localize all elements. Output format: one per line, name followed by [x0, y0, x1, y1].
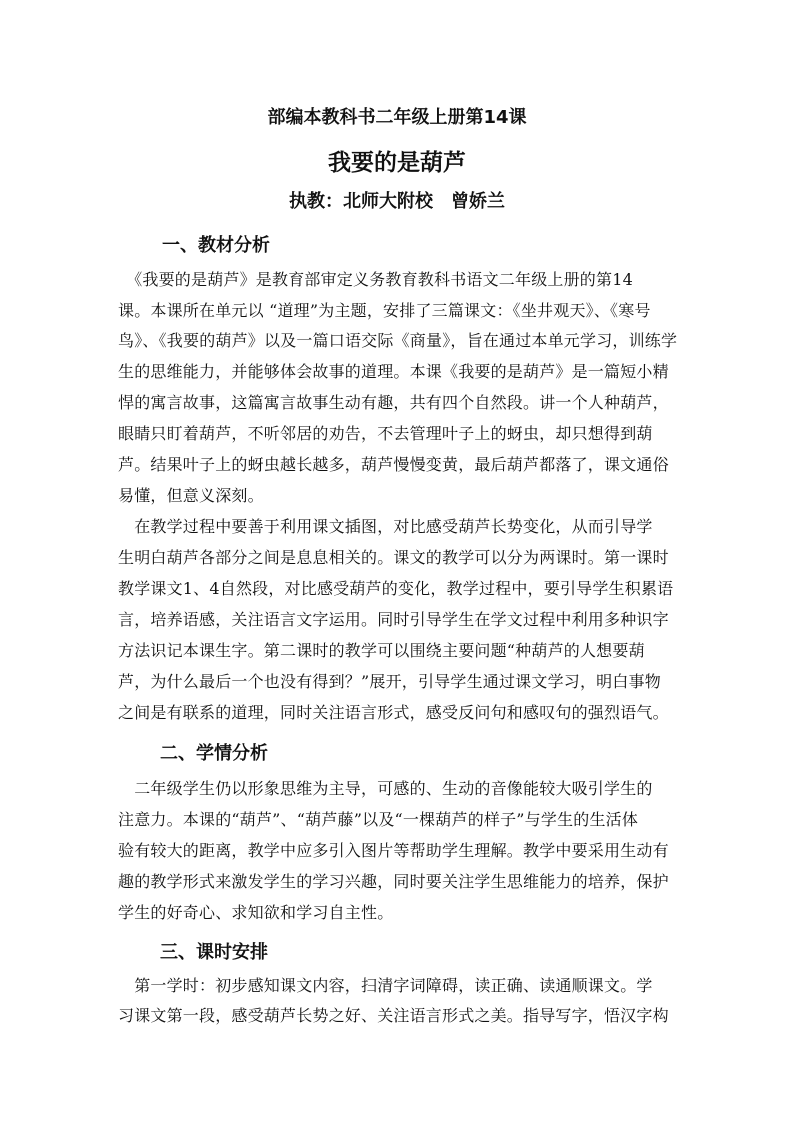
document-subtitle: 部编本教科书二年级上册第14课	[267, 107, 527, 128]
paragraph-line: 《我要的是葫芦》是教育部审定义务教育教科书语文二年级上册的第14	[118, 270, 633, 289]
paragraph-line: 第一学时：初步感知课文内容，扫清字词障碍，读正确、读通顺课文。学	[118, 976, 653, 995]
paragraph-line: 芦，为什么最后一个也没有得到？”展开，引导学生通过课文学习，明白事物	[118, 672, 661, 691]
paragraph-line: 生的思维能力，并能够体会故事的道理。本课《我要的是葫芦》是一篇短小精	[118, 362, 669, 381]
paragraph-line: 教学课文1、4自然段，对比感受葫芦的变化，教学过程中，要引导学生积累语	[118, 579, 674, 598]
paragraph-line: 眼睛只盯着葫芦，不听邻居的劝告，不去管理叶子上的蚜虫，却只想得到葫	[118, 424, 653, 443]
document-author: 执教：北师大附校 曾娇兰	[289, 191, 505, 212]
paragraph-line: 学生的好奇心、求知欲和学习自主性。	[118, 903, 394, 922]
paragraph-line: 方法识记本课生字。第二课时的教学可以围绕主要问题“种葫芦的人想要葫	[118, 641, 645, 660]
paragraph-line: 课。本课所在单元以 “道理”为主题，安排了三篇课文：《坐井观天》、《寒号	[118, 301, 651, 320]
paragraph-line: 易懂，但意义深刻。	[118, 486, 264, 505]
paragraph-line: 验有较大的距离，教学中应多引入图片等帮助学生理解。教学中要采用生动有	[118, 841, 669, 860]
paragraph-line: 之间是有联系的道理，同时关注语言形式，感受反问句和感叹句的强烈语气。	[118, 703, 669, 722]
document-title: 我要的是葫芦	[328, 150, 466, 176]
section-heading-lesson-schedule: 三、课时安排	[160, 942, 268, 963]
paragraph-line: 二年级学生仍以形象思维为主导，可感的、生动的音像能较大吸引学生的	[118, 779, 653, 798]
paragraph-line: 悍的寓言故事，这篇寓言故事生动有趣，共有四个自然段。讲一个人种葫芦，	[118, 393, 669, 412]
paragraph-line: 芦。结果叶子上的蚜虫越长越多，葫芦慢慢变黄，最后葫芦都落了，课文通俗	[118, 455, 669, 474]
paragraph-line: 生明白葫芦各部分之间是息息相关的。课文的教学可以分为两课时。第一课时	[118, 548, 669, 567]
paragraph-line: 趣的教学形式来激发学生的学习兴趣，同时要关注学生思维能力的培养，保护	[118, 872, 669, 891]
paragraph-line: 习课文第一段，感受葫芦长势之好、关注语言形式之美。指导写字，悟汉字构	[118, 1006, 669, 1025]
paragraph-line: 注意力。本课的“葫芦”、“葫芦藤”以及“一棵葫芦的样子”与学生的生活体	[118, 810, 639, 829]
section-heading-textbook-analysis: 一、教材分析	[162, 235, 270, 256]
section-heading-learner-analysis: 二、学情分析	[160, 743, 268, 764]
paragraph-line: 言，培养语感，关注语言文字运用。同时引导学生在学文过程中利用多种识字	[118, 610, 669, 629]
paragraph-line: 鸟》、《我要的葫芦》以及一篇口语交际《商量》，旨在通过本单元学习，训练学	[118, 331, 678, 350]
paragraph-line: 在教学过程中要善于利用课文插图，对比感受葫芦长势变化，从而引导学	[118, 517, 653, 536]
